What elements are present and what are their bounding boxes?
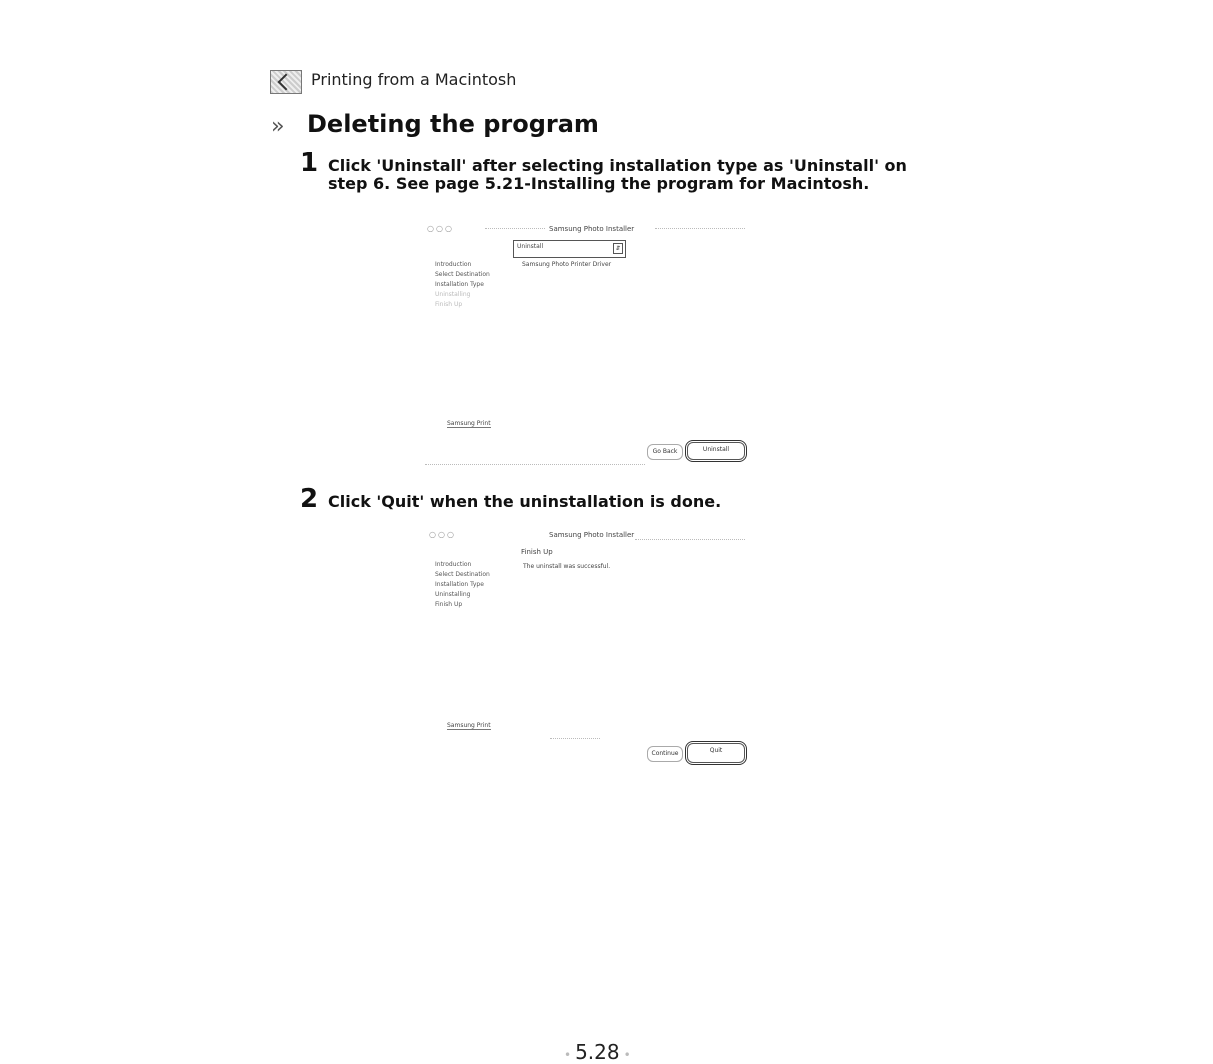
step-item: Select Destination [435, 571, 490, 578]
installer-steps-list [435, 560, 490, 610]
step-item: Introduction [435, 561, 472, 568]
window-controls: ○○○ [427, 224, 454, 233]
finish-heading: Finish Up [521, 548, 553, 556]
package-item: Samsung Photo Printer Driver [522, 261, 612, 268]
window-title: Samsung Photo Installer [549, 225, 635, 233]
footer-divider [425, 464, 645, 465]
page-number [560, 1040, 635, 1064]
chapter-arrow-icon [270, 70, 302, 94]
samsung-logo: Samsung Print [447, 722, 491, 729]
finish-message: The uninstall was successful. [523, 563, 611, 570]
step-item: Installation Type [435, 281, 484, 288]
samsung-logo: Samsung Print [447, 420, 491, 427]
section-title: Deleting the program [307, 110, 599, 138]
installer-steps-list [435, 260, 490, 310]
footer-divider [550, 738, 600, 739]
install-type-value: Uninstall [517, 243, 544, 250]
window-title: Samsung Photo Installer [549, 531, 635, 539]
page-number-text: 5.28 [575, 1040, 620, 1064]
installer-screenshot-quit [425, 528, 750, 768]
step-item: Uninstalling [435, 591, 471, 598]
go-back-button[interactable]: Go Back [647, 444, 683, 460]
step-number-2: 2 [300, 484, 319, 514]
step-text-1: Click 'Uninstall' after selecting installation type as 'Uninstall' on step 6. See page 5.21-Installing the program for Macintosh. [328, 156, 907, 193]
chapter-title: Printing from a Macintosh [311, 70, 517, 89]
step-item: Finish Up [435, 601, 463, 608]
step-item: Introduction [435, 261, 472, 268]
window-controls: ○○○ [429, 530, 456, 539]
step-item: Select Destination [435, 271, 490, 278]
step-item: Finish Up [435, 301, 463, 308]
titlebar-line [635, 539, 745, 540]
step-number-1: 1 [300, 148, 319, 178]
uninstall-button[interactable]: Uninstall [687, 442, 745, 460]
popup-arrow-icon: ⇵ [613, 243, 623, 254]
titlebar-line [485, 228, 545, 229]
step-item: Installation Type [435, 581, 484, 588]
titlebar-line [655, 228, 745, 229]
installer-screenshot-uninstall [425, 222, 750, 468]
step-item: Uninstalling [435, 291, 471, 298]
quit-button[interactable]: Quit [687, 743, 745, 763]
double-chevron-icon: ›› [271, 114, 281, 139]
install-type-popup[interactable] [513, 240, 626, 258]
continue-button[interactable]: Continue [647, 746, 683, 762]
step-text-2: Click 'Quit' when the uninstallation is done. [328, 492, 722, 511]
